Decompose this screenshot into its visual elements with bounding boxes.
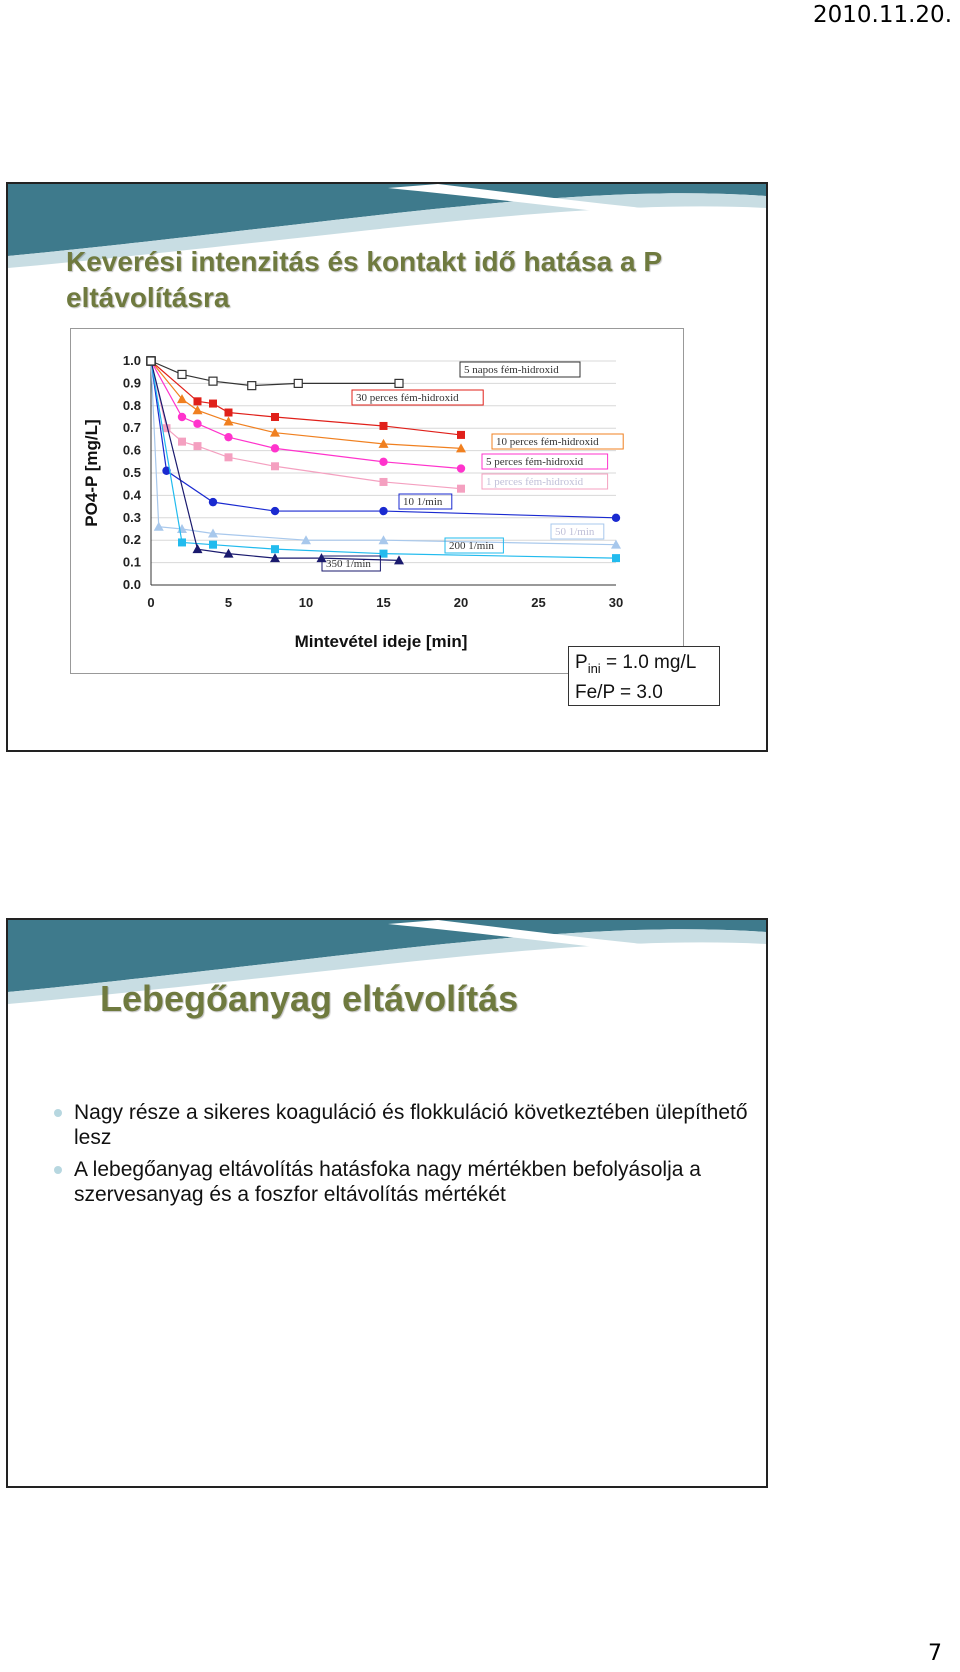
series-label-text: 30 perces fém-hidroxid xyxy=(356,392,459,404)
data-point xyxy=(178,413,186,421)
y-tick-label: 0.5 xyxy=(122,465,141,480)
data-point xyxy=(248,382,256,390)
data-point xyxy=(194,397,202,405)
x-tick-label: 30 xyxy=(608,595,624,610)
data-point xyxy=(193,405,203,414)
data-point xyxy=(225,409,233,417)
series-label xyxy=(322,556,380,571)
data-point xyxy=(395,379,403,387)
data-point xyxy=(612,514,620,522)
series-label-text: 5 perces fém-hidroxid xyxy=(486,456,584,468)
series-line xyxy=(151,361,399,386)
series-line xyxy=(151,361,461,469)
data-point xyxy=(612,554,620,562)
slide-suspended-solids xyxy=(6,918,768,1488)
y-tick-label: 0.9 xyxy=(122,375,141,391)
data-point xyxy=(154,522,164,531)
y-tick-label: 0.8 xyxy=(122,397,141,413)
series-label-text: 1 perces fém-hidroxid xyxy=(486,476,584,488)
series-label xyxy=(352,390,483,405)
slide-chart xyxy=(6,182,768,752)
data-point xyxy=(271,413,279,421)
series-label-text: 350 1/min xyxy=(326,558,371,570)
chart-canvas xyxy=(71,329,683,673)
data-point xyxy=(178,438,186,446)
data-point xyxy=(193,420,201,428)
data-point xyxy=(224,433,232,441)
y-tick-label: 0.1 xyxy=(122,554,141,570)
x-tick-label: 20 xyxy=(453,595,469,610)
bullet-item: Nagy része a sikeres koaguláció és flokkuláció következtében ülepíthető lesz xyxy=(50,1100,750,1150)
x-tick-label: 0 xyxy=(147,595,155,610)
data-point xyxy=(224,416,234,425)
series-label-text: 10 perces fém-hidroxid xyxy=(496,436,599,448)
y-tick-label: 0.2 xyxy=(122,532,141,548)
data-point xyxy=(209,498,217,506)
x-tick-label: 5 xyxy=(224,595,233,610)
slide-title: Keverési intenzitás és kontakt idő hatása a P eltávolításra xyxy=(66,246,662,313)
series-label xyxy=(482,454,608,469)
x-tick-label: 10 xyxy=(298,595,314,610)
data-point xyxy=(294,379,302,387)
data-point xyxy=(178,370,186,378)
y-tick-label: 0.6 xyxy=(122,442,141,458)
series-line xyxy=(151,361,616,545)
data-point xyxy=(271,507,279,515)
slide-title: Lebegőanyag eltávolítás xyxy=(100,978,519,1019)
data-point xyxy=(379,458,387,466)
data-point xyxy=(457,431,465,439)
series-label xyxy=(460,362,580,377)
y-tick-label: 0.4 xyxy=(122,487,141,503)
data-point xyxy=(379,507,387,515)
series-label-text: 5 napos fém-hidroxid xyxy=(464,364,559,376)
data-point xyxy=(209,400,217,408)
data-point xyxy=(209,541,217,549)
data-point xyxy=(271,545,279,553)
bullet-list xyxy=(50,1100,750,1214)
series-label-text: 50 1/min xyxy=(555,526,595,538)
page-date: 2010.11.20. xyxy=(813,2,952,28)
y-tick-label: 0.3 xyxy=(122,509,141,525)
series-label xyxy=(492,434,623,449)
phosphorus-removal-chart xyxy=(70,328,684,674)
y-axis-label: PO4-P [mg/L] xyxy=(82,419,101,527)
series-label xyxy=(399,494,452,509)
data-point xyxy=(193,544,203,553)
series-label xyxy=(482,474,608,489)
data-point xyxy=(271,444,279,452)
page-number: 7 xyxy=(928,1641,942,1666)
fe-p-ratio-line: Fe/P = 3.0 xyxy=(575,681,663,703)
data-point xyxy=(194,442,202,450)
data-point xyxy=(457,464,465,472)
y-tick-label: 1.0 xyxy=(122,353,141,368)
initial-phosphorus-line: $P_{ini} = 1.0$ mg/L xyxy=(575,652,697,676)
series-label-text: 10 1/min xyxy=(403,496,443,508)
series-label-text: 200 1/min xyxy=(449,540,494,552)
y-tick-label: 0.7 xyxy=(122,420,141,436)
data-point xyxy=(209,377,217,385)
data-point xyxy=(147,357,155,365)
bullet-item: A lebegőanyag eltávolítás hatásfoka nagy mértékben befolyásolja a szervesanyag és a foszfor eltávolítás mértékét xyxy=(50,1157,750,1207)
initial-conditions-box xyxy=(568,646,720,706)
data-point xyxy=(225,453,233,461)
data-point xyxy=(271,462,279,470)
data-point xyxy=(178,538,186,546)
x-axis-label: Mintevétel ideje [min] xyxy=(294,632,468,651)
x-tick-label: 15 xyxy=(376,595,391,610)
y-tick-label: 0.0 xyxy=(122,577,141,592)
series-label xyxy=(551,524,604,539)
x-tick-label: 25 xyxy=(531,595,546,610)
data-point xyxy=(380,422,388,430)
data-point xyxy=(457,485,465,493)
data-point xyxy=(380,478,388,486)
